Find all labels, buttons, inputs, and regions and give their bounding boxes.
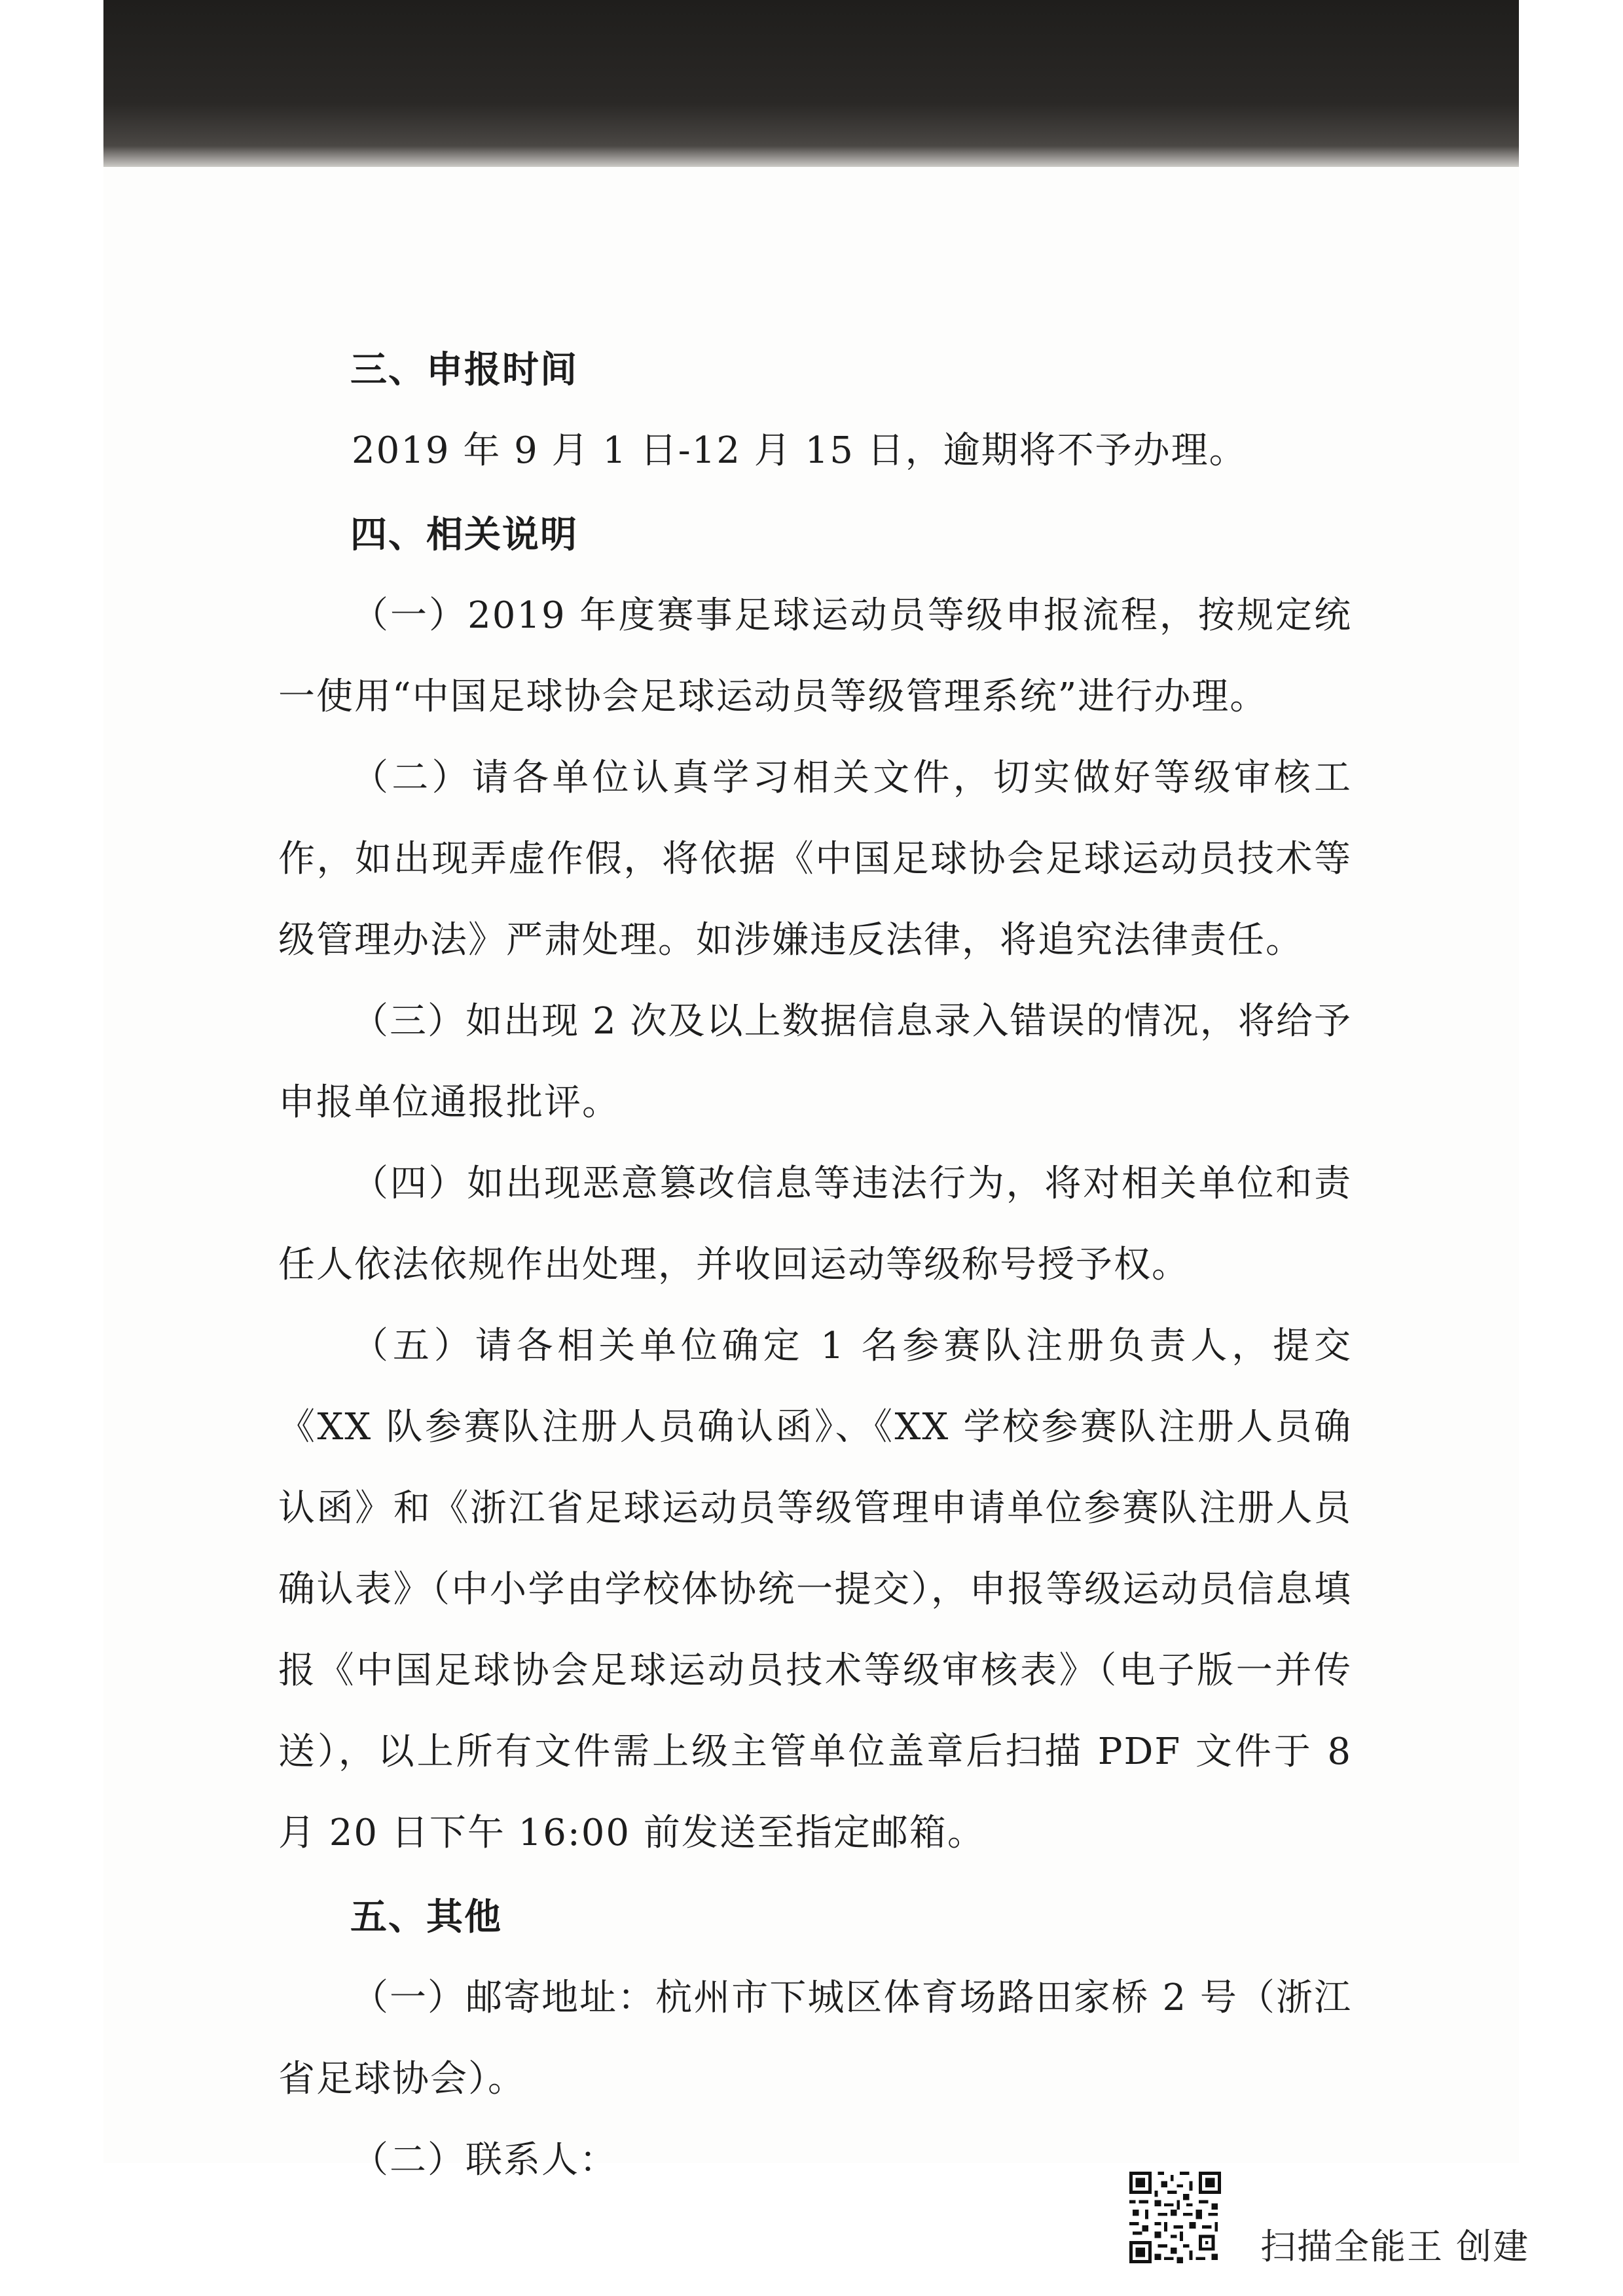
paragraph: （二）请各单位认真学习相关文件，切实做好等级审核工作，如出现弄虚作假，将依据《中国足球协会足球运动员技术等级管理办法》严肃处理。如涉嫌违反法律，将追究法律责任。 — [278, 757, 1352, 961]
paragraph: （一）2019 年度赛事足球运动员等级申报流程，按规定统一使用“中国足球协会足球运动员等级管理系统”进行办理。 — [278, 594, 1352, 718]
section-other — [278, 1878, 1352, 2201]
section-heading: 四、相关说明 — [350, 514, 578, 556]
paragraph: （四）如出现恶意篡改信息等违法行为，将对相关单位和责任人依法依规作出处理，并收回运动等级称号授予权。 — [278, 1162, 1352, 1286]
paragraph: （二）联系人： — [352, 2139, 617, 2181]
watermark-text: 扫描全能王 创建 — [1260, 2226, 1530, 2267]
scan-edge-shadow — [103, 0, 1519, 171]
qr-code-icon — [1129, 2172, 1221, 2263]
camscanner-watermark — [1129, 2172, 1588, 2270]
section-application-time — [278, 331, 1352, 492]
section-related-notes — [278, 495, 1352, 1874]
paragraph: （五）请各相关单位确定 1 名参赛队注册负责人，提交《XX 队参赛队注册人员确认函》、《XX 学校参赛队注册人员确认函》和《浙江省足球运动员等级管理申请单位参赛队注册人员确认表》（中小学由学校体协统一提交），申报等级运动员信息填报《中国足球协会足球运动员技术等级审核表》（电子版一并传送），以上所有文件需上级主管单位盖章后扫描 PDF 文件于 8 月 20 日下午 16:00 前发送至指定邮箱。 — [278, 1325, 1352, 1854]
section-heading: 三、申报时间 — [350, 349, 578, 391]
paragraph: （一）邮寄地址：杭州市下城区体育场路田家桥 2 号（浙江省足球协会）。 — [278, 1977, 1352, 2100]
paragraph: （三）如出现 2 次及以上数据信息录入错误的情况，将给予申报单位通报批评。 — [278, 1000, 1352, 1124]
paragraph: 2019 年 9 月 1 日-12 月 15 日，逾期将不予办理。 — [352, 429, 1247, 472]
section-heading: 五、其他 — [350, 1896, 502, 1939]
document-body — [278, 331, 1352, 2201]
